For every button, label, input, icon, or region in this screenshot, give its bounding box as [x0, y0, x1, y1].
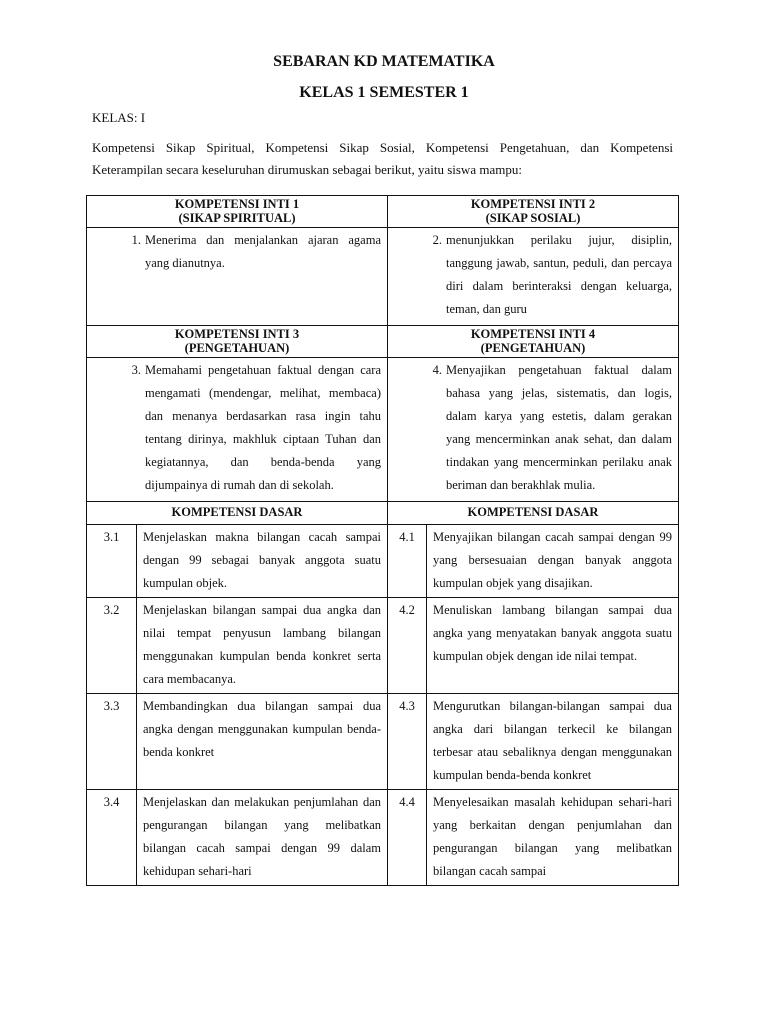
kd-header-row [87, 502, 679, 525]
kd-left-text: Membandingkan dua bilangan sampai dua angka dengan menggunakan kumpulan benda-benda konkret [137, 694, 388, 790]
kd-left-number: 3.1 [87, 525, 137, 598]
kd-left-text: Menjelaskan bilangan sampai dua angka dan nilai tempat penyusun lambang bilangan menggunakan kumpulan benda konkret serta cara membacanya. [137, 598, 388, 694]
ki1-header-line2: (SIKAP SPIRITUAL) [178, 211, 296, 225]
ki-content-row [87, 358, 679, 502]
ki2-header-line1: KOMPETENSI INTI 2 [470, 197, 596, 211]
ki4-cell [388, 358, 679, 502]
ki3-cell [87, 358, 388, 502]
kd-right-number: 4.2 [388, 598, 427, 694]
intro-paragraph: Kompetensi Sikap Spiritual, Kompetensi Sikap Sosial, Kompetensi Pengetahuan, dan Kompetensi Keterampilan secara keseluruhan dirumuskan sebagai berikut, yaitu siswa mampu: [92, 140, 673, 177]
kd-right-text: Menyajikan bilangan cacah sampai dengan 99 yang bersesuaian dengan banyak anggota kumpulan objek yang disajikan. [427, 525, 679, 598]
ki1-text: Menerima dan menjalankan ajaran agama yang dianutnya. [145, 233, 381, 270]
kd-left-number: 3.2 [87, 598, 137, 694]
ki1-header-line1: KOMPETENSI INTI 1 [174, 197, 300, 211]
ki2-header [388, 196, 679, 228]
kd-right-number: 4.4 [388, 790, 427, 886]
kd-left-text: Menjelaskan makna bilangan cacah sampai dengan 99 sebagai banyak anggota suatu kumpulan objek. [137, 525, 388, 598]
ki3-header [87, 326, 388, 358]
table-row [87, 790, 679, 886]
kd-header-right: KOMPETENSI DASAR [388, 502, 679, 525]
class-label: KELAS: I [92, 110, 146, 125]
table-row [87, 694, 679, 790]
ki3-header-line1: KOMPETENSI INTI 3 [174, 327, 300, 341]
ki4-header-line1: KOMPETENSI INTI 4 [470, 327, 596, 341]
kd-right-number: 4.1 [388, 525, 427, 598]
kd-right-text: Menuliskan lambang bilangan sampai dua angka yang menyatakan banyak anggota suatu kumpulan objek dengan ide nilai tempat. [427, 598, 679, 694]
kd-right-text: Mengurutkan bilangan-bilangan sampai dua angka dari bilangan terkecil ke bilangan terbesar atau sebaliknya dengan menggunakan kumpulan benda-benda konkret [427, 694, 679, 790]
ki-header-row [87, 326, 679, 358]
kd-left-number: 3.3 [87, 694, 137, 790]
table-row [87, 598, 679, 694]
table-row [87, 525, 679, 598]
ki2-header-line2: (SIKAP SOSIAL) [485, 211, 581, 225]
kd-right-number: 4.3 [388, 694, 427, 790]
document-subtitle: KELAS 1 SEMESTER 1 [299, 84, 469, 101]
ki2-cell [388, 228, 679, 326]
ki1-header [87, 196, 388, 228]
ki1-number: 1. [131, 233, 141, 247]
ki3-number: 3. [131, 363, 141, 377]
ki4-text: Menyajikan pengetahuan faktual dalam bahasa yang jelas, sistematis, dan logis, dalam karya yang estetis, dalam gerakan yang mencerminkan anak sehat, dan dalam tindakan yang mencerminkan perilaku anak beriman dan berakhlak mulia. [446, 363, 672, 492]
kd-header-left: KOMPETENSI DASAR [87, 502, 388, 525]
ki3-header-line2: (PENGETAHUAN) [184, 341, 290, 355]
ki4-number: 4. [432, 363, 442, 377]
ki-header-row [87, 196, 679, 228]
ki4-header-line2: (PENGETAHUAN) [480, 341, 586, 355]
kd-left-text: Menjelaskan dan melakukan penjumlahan dan pengurangan bilangan yang melibatkan bilangan cacah sampai dengan 99 dalam kehidupan sehari-hari [137, 790, 388, 886]
ki2-number: 2. [432, 233, 442, 247]
competency-table [86, 195, 679, 886]
document-title: SEBARAN KD MATEMATIKA [273, 53, 495, 70]
kd-right-text: Menyelesaikan masalah kehidupan sehari-hari yang berkaitan dengan penjumlahan dan pengurangan bilangan yang melibatkan bilangan cacah sampai [427, 790, 679, 886]
kd-left-number: 3.4 [87, 790, 137, 886]
ki1-cell [87, 228, 388, 326]
ki4-header [388, 326, 679, 358]
ki2-text: menunjukkan perilaku jujur, disiplin, tanggung jawab, santun, peduli, dan percaya diri dalam berinteraksi dengan keluarga, teman, dan guru [446, 233, 672, 316]
ki3-text: Memahami pengetahuan faktual dengan cara mengamati (mendengar, melihat, membaca) dan menanya berdasarkan rasa ingin tahu tentang dirinya, makhluk ciptaan Tuhan dan kegiatannya, dan benda-benda yang dijumpainya di rumah dan di sekolah. [145, 363, 381, 492]
ki-content-row [87, 228, 679, 326]
